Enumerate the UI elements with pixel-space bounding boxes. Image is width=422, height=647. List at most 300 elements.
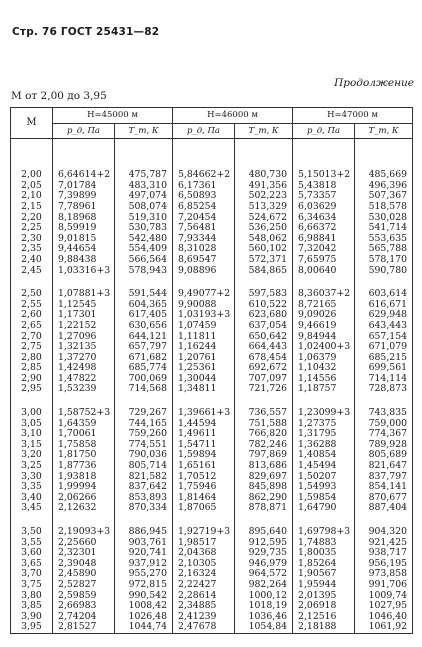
pressure-cell: 1,06379 xyxy=(293,353,355,364)
pressure-cell: 1,03193+3 xyxy=(173,310,235,321)
temperature-cell: 1008,42 xyxy=(115,601,173,612)
temperature-cell: 821,582 xyxy=(115,472,173,483)
temperature-cell: 845,898 xyxy=(235,482,293,493)
pressure-cell: 8,69547 xyxy=(173,255,235,266)
temperature-cell: 657,797 xyxy=(115,342,173,353)
pressure-cell: 9,84944 xyxy=(293,332,355,343)
temperature-cell: 821,647 xyxy=(355,461,413,472)
mach-cell: 2,45 xyxy=(11,266,53,277)
temperature-cell: 797,869 xyxy=(235,450,293,461)
temperature-cell: 991,706 xyxy=(355,580,413,591)
pressure-cell: 1,37270 xyxy=(53,353,115,364)
altitude-header: H=46000 м xyxy=(173,108,293,124)
temperature-cell: 921,425 xyxy=(355,538,413,549)
temperature-cell: 483,310 xyxy=(115,181,173,192)
pressure-cell: 7,01784 xyxy=(53,181,115,192)
pressure-cell: 8,59919 xyxy=(53,223,115,234)
temperature-cell: 664,443 xyxy=(235,342,293,353)
temperature-cell: 870,677 xyxy=(355,493,413,504)
temperature-cell: 759,260 xyxy=(115,429,173,440)
mach-cell: 3,15 xyxy=(11,440,53,451)
pressure-cell: 2,04368 xyxy=(173,548,235,559)
pressure-cell: 6,98841 xyxy=(293,234,355,245)
pressure-cell: 1,36288 xyxy=(293,440,355,451)
temperature-cell: 554,409 xyxy=(115,244,173,255)
temperature-cell: 853,893 xyxy=(115,493,173,504)
temperature-cell: 973,858 xyxy=(355,569,413,580)
temperature-cell: 964,572 xyxy=(235,569,293,580)
temperature-cell: 982,264 xyxy=(235,580,293,591)
pressure-cell: 1,58752+3 xyxy=(53,395,115,419)
temperature-cell: 774,367 xyxy=(355,429,413,440)
temperature-cell: 604,365 xyxy=(115,300,173,311)
mach-cell: 2,05 xyxy=(11,181,53,192)
temperature-cell: 603,614 xyxy=(355,276,413,300)
temperature-cell: 728,873 xyxy=(355,384,413,395)
standard-code: ГОСТ 25431—82 xyxy=(60,26,160,38)
pressure-cell: 1,02400+3 xyxy=(293,342,355,353)
table-row xyxy=(11,384,413,395)
temperature-cell: 895,640 xyxy=(235,514,293,538)
pressure-cell: 2,12632 xyxy=(53,503,115,514)
pressure-cell: 1,22152 xyxy=(53,321,115,332)
pressure-cell: 1,99994 xyxy=(53,482,115,493)
temperature-cell: 650,642 xyxy=(235,332,293,343)
table-row xyxy=(11,255,413,266)
pressure-cell: 1,87065 xyxy=(173,503,235,514)
pressure-cell: 9,46619 xyxy=(293,321,355,332)
temperature-cell: 1026,48 xyxy=(115,612,173,623)
pressure-column-header: p_д, Па xyxy=(173,123,235,139)
pressure-cell: 5,15013+2 xyxy=(293,139,355,181)
mach-cell: 2,75 xyxy=(11,342,53,353)
mach-cell: 2,90 xyxy=(11,374,53,385)
temperature-cell: 1018,19 xyxy=(235,601,293,612)
temperature-column-header: T_т, К xyxy=(355,123,413,139)
pressure-cell: 1,45494 xyxy=(293,461,355,472)
temperature-cell: 692,672 xyxy=(235,363,293,374)
pressure-cell: 9,49077+2 xyxy=(173,276,235,300)
pressure-cell: 8,31028 xyxy=(173,244,235,255)
temperature-cell: 1046,40 xyxy=(355,612,413,623)
row-group xyxy=(11,395,413,514)
table-row xyxy=(11,266,413,277)
mach-cell: 3,50 xyxy=(11,514,53,538)
temperature-cell: 560,102 xyxy=(235,244,293,255)
temperature-cell: 1044,74 xyxy=(115,622,173,633)
temperature-cell: 837,797 xyxy=(355,472,413,483)
pressure-cell: 6,66372 xyxy=(293,223,355,234)
pressure-cell: 9,01815 xyxy=(53,234,115,245)
pressure-cell: 1,70512 xyxy=(173,472,235,483)
pressure-cell: 1,65161 xyxy=(173,461,235,472)
pressure-cell: 8,72165 xyxy=(293,300,355,311)
table-row xyxy=(11,202,413,213)
pressure-cell: 8,18968 xyxy=(53,213,115,224)
range-label: M от 2,00 до 3,95 xyxy=(11,90,107,102)
temperature-cell: 629,948 xyxy=(355,310,413,321)
pressure-cell: 2,74204 xyxy=(53,612,115,623)
mach-cell: 2,20 xyxy=(11,213,53,224)
temperature-cell: 671,079 xyxy=(355,342,413,353)
temperature-cell: 507,367 xyxy=(355,191,413,202)
mach-cell: 3,25 xyxy=(11,461,53,472)
mach-cell: 2,15 xyxy=(11,202,53,213)
temperature-cell: 789,928 xyxy=(355,440,413,451)
temperature-cell: 714,114 xyxy=(355,374,413,385)
temperature-cell: 536,250 xyxy=(235,223,293,234)
temperature-cell: 584,865 xyxy=(235,266,293,277)
temperature-cell: 502,223 xyxy=(235,191,293,202)
pressure-cell: 1,59854 xyxy=(293,493,355,504)
pressure-cell: 1,30044 xyxy=(173,374,235,385)
pressure-cell: 8,36037+2 xyxy=(293,276,355,300)
pressure-cell: 1,14556 xyxy=(293,374,355,385)
temperature-cell: 518,578 xyxy=(355,202,413,213)
pressure-cell: 1,90567 xyxy=(293,569,355,580)
pressure-cell: 1,27375 xyxy=(293,419,355,430)
temperature-cell: 480,730 xyxy=(235,139,293,181)
row-group xyxy=(11,139,413,276)
temperature-cell: 597,583 xyxy=(235,276,293,300)
pressure-cell: 6,64614+2 xyxy=(53,139,115,181)
pressure-cell: 1,53239 xyxy=(53,384,115,395)
pressure-cell: 1,95944 xyxy=(293,580,355,591)
mach-column-header: M xyxy=(11,108,53,139)
mach-cell: 3,70 xyxy=(11,569,53,580)
pressure-cell: 1,12545 xyxy=(53,300,115,311)
table-row xyxy=(11,395,413,419)
table-row xyxy=(11,503,413,514)
pressure-cell: 2,06918 xyxy=(293,601,355,612)
pressure-cell: 1,50207 xyxy=(293,472,355,483)
temperature-cell: 736,557 xyxy=(235,395,293,419)
temperature-cell: 870,334 xyxy=(115,503,173,514)
pressure-cell: 2,34885 xyxy=(173,601,235,612)
altitude-header-row xyxy=(11,108,413,124)
pressure-cell: 1,23099+3 xyxy=(293,395,355,419)
temperature-cell: 904,320 xyxy=(355,514,413,538)
pressure-cell: 9,88438 xyxy=(53,255,115,266)
temperature-cell: 572,371 xyxy=(235,255,293,266)
temperature-cell: 751,588 xyxy=(235,419,293,430)
pressure-cell: 1,10432 xyxy=(293,363,355,374)
temperature-cell: 491,356 xyxy=(235,181,293,192)
temperature-cell: 759,000 xyxy=(355,419,413,430)
pressure-cell: 2,28614 xyxy=(173,591,235,602)
pressure-cell: 1,93818 xyxy=(53,472,115,483)
pressure-cell: 7,39899 xyxy=(53,191,115,202)
temperature-cell: 553,635 xyxy=(355,234,413,245)
pressure-cell: 2,41239 xyxy=(173,612,235,623)
temperature-cell: 485,669 xyxy=(355,139,413,181)
pressure-cell: 5,84662+2 xyxy=(173,139,235,181)
pressure-cell: 2,25660 xyxy=(53,538,115,549)
temperature-cell: 1061,92 xyxy=(355,622,413,633)
temperature-cell: 938,717 xyxy=(355,548,413,559)
temperature-cell: 591,544 xyxy=(115,276,173,300)
temperature-cell: 1054,84 xyxy=(235,622,293,633)
temperature-cell: 643,443 xyxy=(355,321,413,332)
pressure-cell: 2,45890 xyxy=(53,569,115,580)
pressure-cell: 2,47678 xyxy=(173,622,235,633)
temperature-cell: 743,835 xyxy=(355,395,413,419)
pressure-cell: 1,27096 xyxy=(53,332,115,343)
pressure-cell: 1,54993 xyxy=(293,482,355,493)
mach-cell: 2,95 xyxy=(11,384,53,395)
pressure-cell: 7,65975 xyxy=(293,255,355,266)
mach-cell: 3,60 xyxy=(11,548,53,559)
pressure-cell: 1,92719+3 xyxy=(173,514,235,538)
pressure-cell: 1,20761 xyxy=(173,353,235,364)
mach-cell: 3,05 xyxy=(11,419,53,430)
temperature-cell: 617,405 xyxy=(115,310,173,321)
mach-cell: 3,85 xyxy=(11,601,53,612)
pressure-cell: 2,19093+3 xyxy=(53,514,115,538)
temperature-cell: 729,267 xyxy=(115,395,173,419)
pressure-cell: 1,32135 xyxy=(53,342,115,353)
temperature-cell: 565,788 xyxy=(355,244,413,255)
temperature-cell: 519,310 xyxy=(115,213,173,224)
pressure-cell: 1,64790 xyxy=(293,503,355,514)
temperature-cell: 956,195 xyxy=(355,559,413,570)
page-number: Стр. 76 xyxy=(12,26,57,38)
temperature-cell: 616,671 xyxy=(355,300,413,311)
mach-cell: 2,55 xyxy=(11,300,53,311)
mach-cell: 3,75 xyxy=(11,580,53,591)
pressure-cell: 1,44594 xyxy=(173,419,235,430)
pressure-cell: 1,34811 xyxy=(173,384,235,395)
altitude-header: H=47000 м xyxy=(293,108,413,124)
temperature-cell: 912,595 xyxy=(235,538,293,549)
pressure-cell: 1,47822 xyxy=(53,374,115,385)
pressure-column-header: p_д, Па xyxy=(293,123,355,139)
pressure-cell: 1,85264 xyxy=(293,559,355,570)
pressure-cell: 1,75946 xyxy=(173,482,235,493)
temperature-cell: 548,062 xyxy=(235,234,293,245)
table-row xyxy=(11,139,413,181)
temperature-column-header: T_т, К xyxy=(235,123,293,139)
continued-label: Продолжение xyxy=(334,77,414,89)
mach-cell: 3,95 xyxy=(11,622,53,633)
mach-cell: 3,45 xyxy=(11,503,53,514)
temperature-cell: 972,815 xyxy=(115,580,173,591)
pressure-column-header: p_д, Па xyxy=(53,123,115,139)
temperature-cell: 929,735 xyxy=(235,548,293,559)
temperature-cell: 578,170 xyxy=(355,255,413,266)
mach-cell: 2,35 xyxy=(11,244,53,255)
pressure-cell: 7,20454 xyxy=(173,213,235,224)
temperature-cell: 566,564 xyxy=(115,255,173,266)
temperature-cell: 541,714 xyxy=(355,223,413,234)
pressure-cell: 1,07881+3 xyxy=(53,276,115,300)
table-row xyxy=(11,276,413,300)
temperature-cell: 829,697 xyxy=(235,472,293,483)
temperature-cell: 496,396 xyxy=(355,181,413,192)
temperature-cell: 813,686 xyxy=(235,461,293,472)
pressure-cell: 1,98517 xyxy=(173,538,235,549)
temperature-cell: 920,741 xyxy=(115,548,173,559)
temperature-cell: 590,780 xyxy=(355,266,413,277)
temperature-cell: 637,054 xyxy=(235,321,293,332)
table-row xyxy=(11,580,413,591)
temperature-cell: 782,246 xyxy=(235,440,293,451)
mach-cell: 2,00 xyxy=(11,139,53,181)
temperature-cell: 946,979 xyxy=(235,559,293,570)
pressure-cell: 1,74883 xyxy=(293,538,355,549)
temperature-cell: 678,454 xyxy=(235,353,293,364)
pressure-cell: 1,59894 xyxy=(173,450,235,461)
pressure-cell: 9,44654 xyxy=(53,244,115,255)
pressure-cell: 1,87736 xyxy=(53,461,115,472)
temperature-cell: 630,656 xyxy=(115,321,173,332)
temperature-cell: 990,542 xyxy=(115,591,173,602)
pressure-cell: 2,59859 xyxy=(53,591,115,602)
temperature-cell: 721,726 xyxy=(235,384,293,395)
pressure-cell: 2,10305 xyxy=(173,559,235,570)
pressure-cell: 5,43818 xyxy=(293,181,355,192)
mach-cell: 2,65 xyxy=(11,321,53,332)
temperature-cell: 671,682 xyxy=(115,353,173,364)
mach-cell: 2,30 xyxy=(11,234,53,245)
unit-header-row xyxy=(11,123,413,139)
pressure-cell: 1,70061 xyxy=(53,429,115,440)
pressure-cell: 1,11811 xyxy=(173,332,235,343)
pressure-cell: 1,39661+3 xyxy=(173,395,235,419)
mach-cell: 2,60 xyxy=(11,310,53,321)
pressure-cell: 1,25361 xyxy=(173,363,235,374)
temperature-cell: 937,912 xyxy=(115,559,173,570)
pressure-cell: 2,39048 xyxy=(53,559,115,570)
mach-cell: 3,55 xyxy=(11,538,53,549)
temperature-cell: 903,761 xyxy=(115,538,173,549)
pressure-cell: 2,06266 xyxy=(53,493,115,504)
table-row xyxy=(11,514,413,538)
temperature-cell: 862,290 xyxy=(235,493,293,504)
temperature-cell: 887,404 xyxy=(355,503,413,514)
temperature-cell: 699,561 xyxy=(355,363,413,374)
temperature-cell: 837,642 xyxy=(115,482,173,493)
pressure-cell: 2,52827 xyxy=(53,580,115,591)
temperature-cell: 744,165 xyxy=(115,419,173,430)
pressure-cell: 6,17361 xyxy=(173,181,235,192)
pressure-cell: 2,18188 xyxy=(293,622,355,633)
pressure-cell: 7,32042 xyxy=(293,244,355,255)
pressure-cell: 2,66983 xyxy=(53,601,115,612)
mach-cell: 2,50 xyxy=(11,276,53,300)
temperature-cell: 644,121 xyxy=(115,332,173,343)
mach-cell: 2,40 xyxy=(11,255,53,266)
pressure-cell: 9,09026 xyxy=(293,310,355,321)
temperature-cell: 955,270 xyxy=(115,569,173,580)
temperature-cell: 1009,74 xyxy=(355,591,413,602)
temperature-cell: 475,787 xyxy=(115,139,173,181)
mach-cell: 3,40 xyxy=(11,493,53,504)
temperature-cell: 497,074 xyxy=(115,191,173,202)
temperature-cell: 766,820 xyxy=(235,429,293,440)
temperature-cell: 714,568 xyxy=(115,384,173,395)
mach-cell: 2,80 xyxy=(11,353,53,364)
pressure-cell: 1,03316+3 xyxy=(53,266,115,277)
pressure-cell: 5,73357 xyxy=(293,191,355,202)
pressure-cell: 1,69798+3 xyxy=(293,514,355,538)
row-group xyxy=(11,276,413,395)
page-header xyxy=(12,26,159,38)
temperature-cell: 685,215 xyxy=(355,353,413,364)
temperature-cell: 530,028 xyxy=(355,213,413,224)
pressure-cell: 1,42498 xyxy=(53,363,115,374)
pressure-cell: 9,08896 xyxy=(173,266,235,277)
mach-cell: 2,85 xyxy=(11,363,53,374)
temperature-cell: 1036,46 xyxy=(235,612,293,623)
temperature-cell: 610,522 xyxy=(235,300,293,311)
mach-cell: 2,10 xyxy=(11,191,53,202)
pressure-cell: 2,01395 xyxy=(293,591,355,602)
pressure-cell: 9,90088 xyxy=(173,300,235,311)
temperature-cell: 774,551 xyxy=(115,440,173,451)
pressure-cell: 6,34634 xyxy=(293,213,355,224)
mach-cell: 2,70 xyxy=(11,332,53,343)
pressure-cell: 7,56481 xyxy=(173,223,235,234)
temperature-cell: 707,097 xyxy=(235,374,293,385)
mach-cell: 3,65 xyxy=(11,559,53,570)
mach-cell: 3,00 xyxy=(11,395,53,419)
pressure-cell: 2,16324 xyxy=(173,569,235,580)
temperature-cell: 700,069 xyxy=(115,374,173,385)
pressure-cell: 2,81527 xyxy=(53,622,115,633)
row-group xyxy=(11,514,413,633)
pressure-cell: 1,18757 xyxy=(293,384,355,395)
temperature-cell: 805,689 xyxy=(355,450,413,461)
temperature-cell: 1000,12 xyxy=(235,591,293,602)
table-row xyxy=(11,622,413,633)
temperature-cell: 657,154 xyxy=(355,332,413,343)
pressure-cell: 2,12516 xyxy=(293,612,355,623)
atmosphere-table xyxy=(10,107,413,634)
pressure-cell: 6,85254 xyxy=(173,202,235,213)
pressure-cell: 8,00640 xyxy=(293,266,355,277)
pressure-cell: 7,78961 xyxy=(53,202,115,213)
temperature-cell: 1027,95 xyxy=(355,601,413,612)
mach-cell: 3,20 xyxy=(11,450,53,461)
pressure-cell: 2,32301 xyxy=(53,548,115,559)
mach-cell: 3,30 xyxy=(11,472,53,483)
pressure-cell: 1,64359 xyxy=(53,419,115,430)
mach-cell: 3,80 xyxy=(11,591,53,602)
temperature-cell: 530,783 xyxy=(115,223,173,234)
pressure-cell: 1,54711 xyxy=(173,440,235,451)
temperature-cell: 524,672 xyxy=(235,213,293,224)
pressure-cell: 1,31795 xyxy=(293,429,355,440)
temperature-cell: 886,945 xyxy=(115,514,173,538)
temperature-cell: 805,714 xyxy=(115,461,173,472)
table-row xyxy=(11,321,413,332)
mach-cell: 3,90 xyxy=(11,612,53,623)
altitude-header: H=45000 м xyxy=(53,108,173,124)
temperature-cell: 623,680 xyxy=(235,310,293,321)
temperature-cell: 878,871 xyxy=(235,503,293,514)
mach-cell: 3,10 xyxy=(11,429,53,440)
mach-cell: 2,25 xyxy=(11,223,53,234)
pressure-cell: 1,81750 xyxy=(53,450,115,461)
pressure-cell: 6,50893 xyxy=(173,191,235,202)
mach-cell: 3,35 xyxy=(11,482,53,493)
pressure-cell: 1,40854 xyxy=(293,450,355,461)
pressure-cell: 1,16244 xyxy=(173,342,235,353)
pressure-cell: 6,03629 xyxy=(293,202,355,213)
pressure-cell: 1,75858 xyxy=(53,440,115,451)
temperature-column-header: T_т, К xyxy=(115,123,173,139)
